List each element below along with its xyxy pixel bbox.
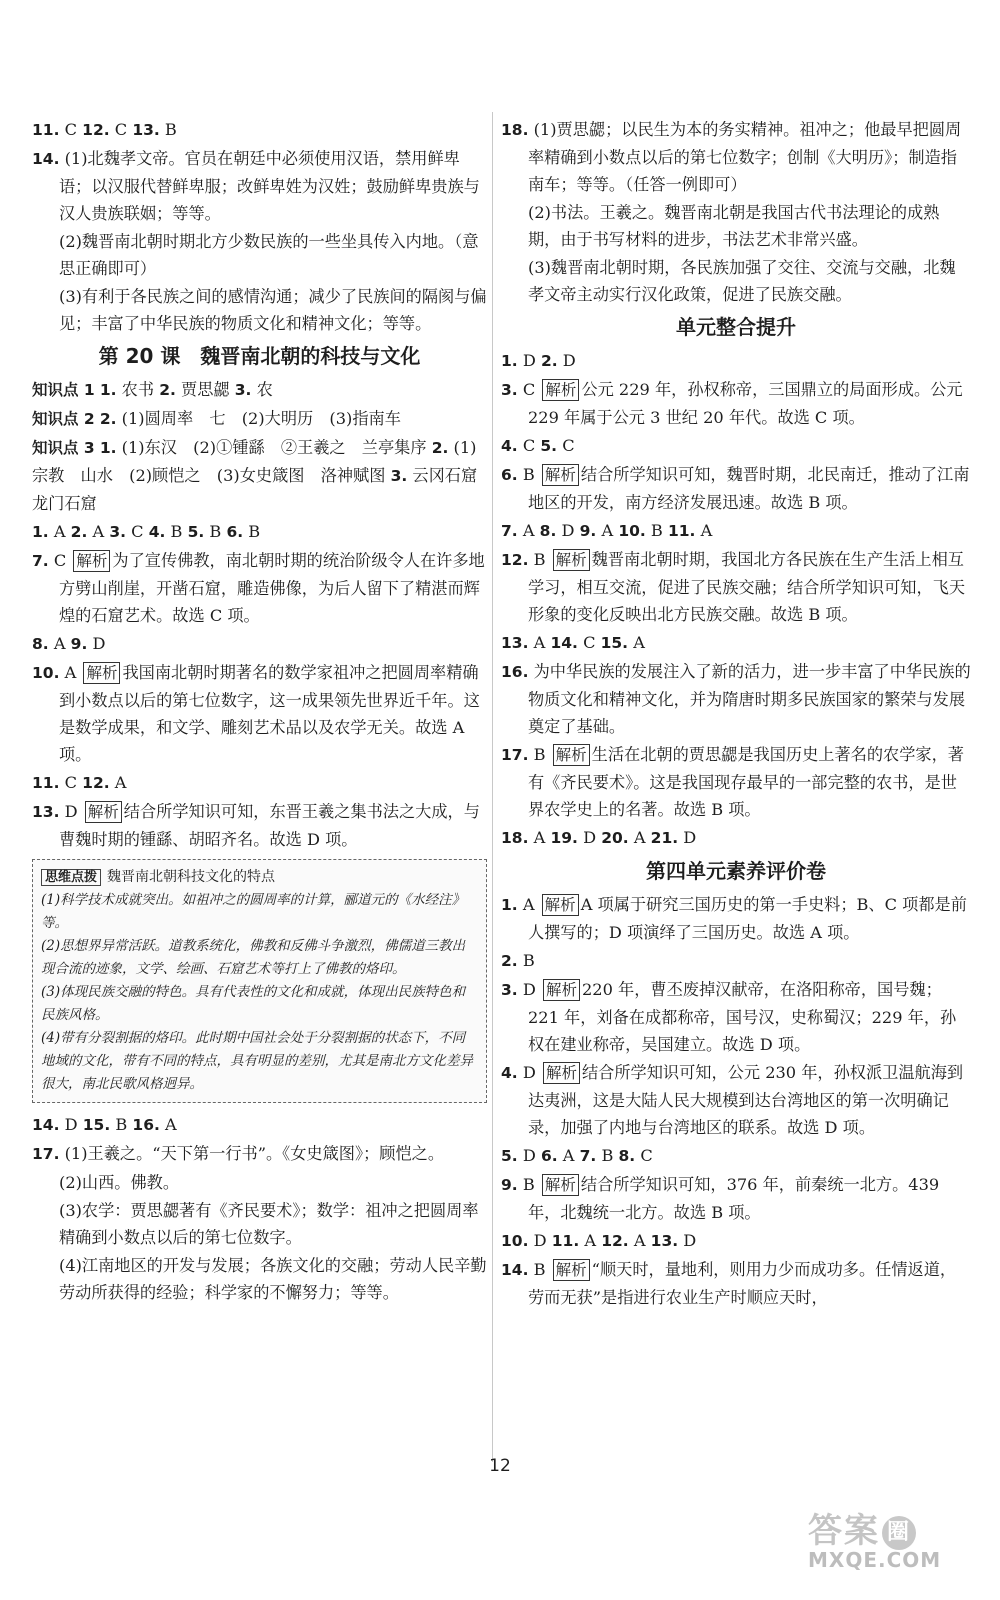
question-number: 16.	[501, 663, 529, 681]
answer-line	[32, 798, 487, 853]
question-number: 15.	[82, 1116, 111, 1134]
question-number: 11.	[32, 121, 60, 139]
analysis-tag: 解析	[73, 550, 110, 572]
answer-text: D	[556, 521, 580, 540]
answer-text: C	[59, 120, 83, 139]
question-number: 8.	[539, 522, 557, 540]
answer-line	[501, 546, 971, 628]
question-number: 5.	[501, 1147, 518, 1165]
analysis-tag: 解析	[542, 894, 579, 916]
question-number: 21.	[650, 829, 679, 847]
question-number: 16.	[132, 1116, 160, 1134]
knowledge-point-label: 知识点 2	[32, 410, 95, 428]
answer-line	[501, 947, 971, 975]
question-number: 7.	[579, 1147, 597, 1165]
answer-text: B	[528, 550, 551, 569]
column-divider	[492, 112, 493, 1462]
question-number: 3.	[501, 381, 518, 399]
answer-text: (3)农学：贾思勰著有《齐民要术》；数学：祖冲之把圆周率精确到小数点以后的第七位数字。	[59, 1201, 479, 1247]
question-number: 3.	[390, 467, 408, 485]
answer-line	[501, 116, 971, 198]
right-column	[501, 116, 971, 1312]
question-number: 14.	[550, 634, 578, 652]
question-number: 12.	[601, 1232, 629, 1250]
question-number: 10.	[501, 1232, 529, 1250]
question-number: 20.	[601, 829, 629, 847]
answer-text: B	[528, 745, 551, 764]
answer-text: C	[126, 522, 149, 541]
question-number: 13.	[650, 1232, 679, 1250]
answer-text: D	[517, 1063, 541, 1082]
question-number: 1.	[501, 896, 518, 914]
answer-text: “顺天时，量地利，则用力少而成功多。任情返道，劳而无获”是指进行农业生产时顺应天时，	[528, 1260, 957, 1307]
question-number: 5.	[540, 437, 558, 455]
answer-text: B	[517, 1175, 540, 1194]
analysis-tag: 解析	[553, 549, 590, 571]
answer-text: D	[59, 802, 83, 821]
analysis-tag: 解析	[542, 1174, 579, 1196]
answer-line	[32, 1197, 487, 1251]
answer-text: D	[517, 1146, 541, 1165]
answer-line	[32, 405, 487, 433]
answer-text: 农书	[116, 380, 160, 399]
answer-line	[501, 658, 971, 740]
answer-text: A	[159, 1115, 177, 1134]
answer-text: A	[517, 521, 540, 540]
question-number: 14.	[501, 1261, 529, 1279]
question-number: 1.	[32, 523, 49, 541]
answer-text: B	[517, 465, 540, 484]
question-number: 18.	[501, 829, 529, 847]
question-number: 12.	[82, 774, 110, 792]
question-number: 1.	[99, 439, 117, 457]
page-number: 12	[489, 1456, 511, 1476]
answer-line	[32, 1252, 487, 1306]
answer-line	[501, 1142, 971, 1170]
question-number: 12.	[82, 121, 110, 139]
question-number: 1.	[99, 381, 117, 399]
question-number: 10.	[32, 664, 60, 682]
analysis-tag: 解析	[553, 1259, 590, 1281]
answer-text: A	[628, 633, 645, 652]
knowledge-point-label: 知识点 3	[32, 439, 95, 457]
tip-title	[41, 866, 478, 889]
question-number: 2.	[70, 523, 88, 541]
question-number: 12.	[501, 551, 529, 569]
answer-text: B	[243, 522, 261, 541]
answer-text: (3)有利于各民族之间的感情沟通；减少了民族间的隔阂与偏见；丰富了中华民族的物质文化和精神文化；等等。	[59, 287, 487, 333]
answer-line	[32, 769, 487, 797]
answer-line	[501, 629, 971, 657]
answer-text: (1)圆周率 七 (2)大明历 (3)指南车	[116, 409, 401, 428]
answer-text: A	[109, 773, 127, 792]
answer-text: A	[579, 1231, 602, 1250]
answer-text: A	[695, 521, 713, 540]
answer-text: C	[517, 380, 541, 399]
answer-text: (2)山西。佛教。	[59, 1173, 180, 1192]
answer-text: D	[87, 634, 106, 653]
answer-line	[501, 199, 971, 253]
answer-text: (1)东汉 (2)①锺繇 ②王羲之 兰亭集序	[116, 438, 432, 457]
analysis-tag: 解析	[542, 464, 579, 486]
answer-text: 公元 229 年，孙权称帝，三国鼎立的局面形成。公元 229 年属于公元 3 世纪 20 年代。故选 C 项。	[528, 380, 963, 427]
answer-line	[501, 461, 971, 516]
answer-text: C	[109, 120, 133, 139]
analysis-tag: 解析	[553, 744, 590, 766]
answer-line	[32, 1111, 487, 1139]
answer-text: D	[678, 828, 697, 847]
question-number: 4.	[501, 437, 518, 455]
question-number: 15.	[600, 634, 629, 652]
tip-line: (3)体现民族交融的特色。具有代表性的文化和成就，体现出民族特色和民族风格。	[41, 984, 466, 1023]
question-number: 19.	[550, 829, 578, 847]
answer-line	[501, 1171, 971, 1226]
answer-line	[32, 145, 487, 227]
answer-text: B	[204, 522, 227, 541]
question-number: 8.	[618, 1147, 636, 1165]
answer-text: 农	[251, 380, 273, 399]
tip-line: (2)思想界异常活跃。道教系统化，佛教和反佛斗争激烈，佛儒道三教出现合流的迹象，文学、绘画、石窟艺术等打上了佛教的烙印。	[41, 938, 466, 977]
answer-text: C	[48, 551, 72, 570]
question-number: 3.	[109, 523, 127, 541]
tip-title-text: 魏晋南北朝科技文化的特点	[107, 869, 276, 885]
question-number: 11.	[551, 1232, 580, 1250]
left-column	[32, 116, 494, 1307]
answer-text: 结合所学知识可知，公元 230 年，孙权派卫温航海到达夷洲，这是大陆人民大规模到达台湾地区的第一次明确记录，加强了内地与台湾地区的联系。故选 D 项。	[528, 1063, 964, 1137]
question-number: 6.	[501, 466, 518, 484]
answer-text: D	[557, 351, 576, 370]
analysis-tag: 解析	[543, 1062, 580, 1084]
watermark-url: MXQE.COM	[808, 1548, 942, 1572]
question-number: 11.	[667, 522, 696, 540]
answer-line	[32, 547, 487, 629]
answer-line	[32, 283, 487, 337]
answer-line	[32, 376, 487, 404]
answer-line	[501, 1227, 971, 1255]
answer-text: 我国南北朝时期著名的数学家祖冲之把圆周率精确到小数点以后的第七位数字，这一成果领先世界近千年。这是数学成果，和文学、雕刻艺术品以及农学无关。故选 A 项。	[59, 663, 480, 764]
answer-text: (4)江南地区的开发与发展；各族文化的交融；劳动人民辛勤劳动所获得的经验；科学家的不懈努力；等等。	[59, 1256, 487, 1302]
question-number: 2.	[159, 381, 176, 399]
answer-text: B	[165, 522, 188, 541]
answer-line	[32, 228, 487, 282]
question-number: 4.	[501, 1064, 518, 1082]
answer-line	[32, 1169, 487, 1196]
answer-line	[501, 376, 971, 431]
question-number: 3.	[234, 381, 252, 399]
question-number: 9.	[70, 635, 88, 653]
question-number: 7.	[32, 552, 49, 570]
answer-text: A	[596, 521, 619, 540]
watermark-logo	[808, 1503, 988, 1593]
answer-line	[501, 824, 971, 852]
answer-text: D	[678, 1231, 697, 1250]
answer-text: B	[159, 120, 177, 139]
answer-text: A	[59, 663, 82, 682]
answer-text: C	[59, 773, 83, 792]
question-number: 14.	[32, 1116, 60, 1134]
answer-text: C	[517, 436, 541, 455]
question-number: 4.	[148, 523, 166, 541]
answer-text: A 项属于研究三国历史的第一手史料；B、C 项都是前人撰写的；D 项演绎了三国历史。故选 A 项。	[528, 895, 967, 942]
answer-text: D	[517, 351, 541, 370]
analysis-tag: 解析	[83, 662, 120, 684]
answer-line	[32, 1140, 487, 1168]
answer-text: (3)魏晋南北朝时期，各民族加强了交往、交流与交融，北魏孝文帝主动实行汉化政策，促进了民族交融。	[528, 258, 956, 304]
answer-text: A	[528, 828, 551, 847]
answer-line	[501, 517, 971, 545]
answer-text: 为中华民族的发展注入了新的活力，进一步丰富了中华民族的物质文化和精神文化，并为隋唐时期多民族国家的繁荣与发展奠定了基础。	[528, 662, 971, 736]
answer-text: C	[577, 633, 601, 652]
section-heading: 第四单元素养评价卷	[646, 859, 826, 883]
answer-text: B	[528, 1260, 551, 1279]
answer-text: B	[645, 521, 668, 540]
answer-line	[32, 630, 487, 658]
answer-text: (1)贾思勰；以民生为本的务实精神。祖冲之；他最早把圆周率精确到小数点以后的第七位数字；创制《大明历》；制造指南车；等等。（任答一例即可）	[528, 120, 962, 194]
section-heading: 单元整合提升	[676, 315, 796, 339]
answer-text: A	[48, 522, 71, 541]
answer-text: 贾思勰	[175, 380, 235, 399]
answer-text: (2)魏晋南北朝时期北方少数民族的一些坐具传入内地。（意思正确即可）	[59, 232, 479, 278]
answer-text: A	[628, 828, 651, 847]
tip-line: (4)带有分裂割据的烙印。此时期中国社会处于分裂割据的状态下，不同地域的文化，带有不同的特点，具有明显的差别，尤其是南北方文化差异很大，南北民歌风格迥异。	[41, 1030, 473, 1092]
answer-text: 结合所学知识可知，东晋王羲之集书法之大成，与曹魏时期的锺繇、胡昭齐名。故选 D 项。	[59, 802, 480, 849]
answer-line	[501, 254, 971, 308]
question-number: 13.	[32, 803, 60, 821]
question-number: 17.	[32, 1145, 60, 1163]
question-number: 7.	[501, 522, 518, 540]
answer-text: D	[517, 980, 541, 999]
knowledge-point-label: 知识点 1	[32, 381, 95, 399]
answer-text: D	[528, 1231, 552, 1250]
question-number: 17.	[501, 746, 529, 764]
answer-line	[32, 116, 487, 144]
question-number: 14.	[32, 150, 60, 168]
answer-text: D	[59, 1115, 83, 1134]
answer-line	[501, 347, 971, 375]
answer-line	[501, 1059, 971, 1141]
answer-text: B	[517, 951, 535, 970]
answer-text: 为了宣传佛教，南北朝时期的统治阶级令人在许多地方劈山削崖，开凿石窟，雕造佛像，为后人留下了精湛而辉煌的石窟艺术。故选 C 项。	[59, 551, 485, 625]
analysis-tag: 解析	[542, 379, 579, 401]
answer-line	[32, 518, 487, 546]
tip-line: (1)科学技术成就突出。如祖冲之的圆周率的计算，郦道元的《水经注》等。	[41, 892, 466, 931]
answer-text: 220 年，曹丕废掉汉献帝，在洛阳称帝，国号魏；221 年，刘备在成都称帝，国号汉，史称蜀汉；229 年，孙权在建业称帝，吴国建立。故选 D 项。	[528, 980, 957, 1054]
question-number: 11.	[32, 774, 60, 792]
question-number: 2.	[540, 352, 558, 370]
answer-text: A	[48, 634, 71, 653]
question-number: 6.	[540, 1147, 558, 1165]
answer-text: B	[110, 1115, 133, 1134]
answer-text: A	[628, 1231, 651, 1250]
answer-text: 云冈石窟 龙门石窟	[32, 466, 494, 513]
question-number: 18.	[501, 121, 529, 139]
watermark-badge: 圈	[882, 1516, 916, 1550]
answer-line	[32, 434, 494, 517]
answer-line	[501, 1256, 971, 1311]
question-number: 1.	[501, 352, 518, 370]
answer-text: A	[517, 895, 540, 914]
tip-label: 思维点拨	[41, 869, 101, 886]
question-number: 13.	[132, 121, 160, 139]
answer-text: 生活在北朝的贾思勰是我国历史上著名的农学家，著有《齐民要术》。这是我国现存最早的一部完整的农书，是世界农学史上的名著。故选 B 项。	[528, 745, 964, 819]
question-number: 2.	[501, 952, 518, 970]
answer-text: 结合所学知识可知，魏晋时期，北民南迁，推动了江南地区的开发，南方经济发展迅速。故选 B 项。	[528, 465, 970, 512]
question-number: 5.	[187, 523, 205, 541]
thinking-tip-box	[32, 859, 487, 1103]
answer-text: (1)宗教 山水 (2)顾恺之 (3)女史箴图 洛神赋图	[32, 438, 477, 485]
question-number: 13.	[501, 634, 529, 652]
answer-text: (1)北魏孝文帝。官员在朝廷中必须使用汉语，禁用鲜卑语；以汉服代替鲜卑服；改鲜卑姓为汉姓；鼓励鲜卑贵族与汉人贵族联姻；等等。	[59, 149, 480, 223]
answer-text: B	[596, 1146, 619, 1165]
answer-text: A	[557, 1146, 580, 1165]
watermark-text: 答案	[808, 1511, 880, 1551]
question-number: 10.	[618, 522, 646, 540]
answer-line	[32, 659, 487, 768]
answer-line	[501, 976, 971, 1058]
answer-text: C	[635, 1146, 653, 1165]
question-number: 2.	[99, 410, 117, 428]
question-number: 3.	[501, 981, 518, 999]
answer-line	[501, 432, 971, 460]
answer-text: A	[87, 522, 110, 541]
answer-text: 结合所学知识可知，376 年，前秦统一北方。439 年，北魏统一北方。故选 B 项。	[528, 1175, 940, 1222]
answer-text: A	[528, 633, 551, 652]
question-number: 6.	[226, 523, 244, 541]
answer-line	[501, 891, 971, 946]
answer-text: D	[577, 828, 602, 847]
section-heading: 第 20 课 魏晋南北朝的科技与文化	[98, 344, 421, 368]
analysis-tag: 解析	[85, 801, 122, 823]
question-number: 9.	[579, 522, 597, 540]
answer-text: C	[557, 436, 575, 455]
answer-text: 魏晋南北朝时期，我国北方各民族在生产生活上相互学习，相互交流，促进了民族交融；结合所学知识可知，飞天形象的变化反映出北方民族交融。故选 B 项。	[528, 550, 966, 624]
answer-text: (2)书法。王羲之。魏晋南北朝是我国古代书法理论的成熟期，由于书写材料的进步，书法艺术非常兴盛。	[528, 203, 940, 249]
analysis-tag: 解析	[543, 979, 580, 1001]
question-number: 2.	[431, 439, 449, 457]
answer-text: (1)王羲之。“天下第一行书”。《女史箴图》；顾恺之。	[59, 1144, 445, 1163]
question-number: 9.	[501, 1176, 518, 1194]
answer-line	[501, 741, 971, 823]
question-number: 8.	[32, 635, 49, 653]
